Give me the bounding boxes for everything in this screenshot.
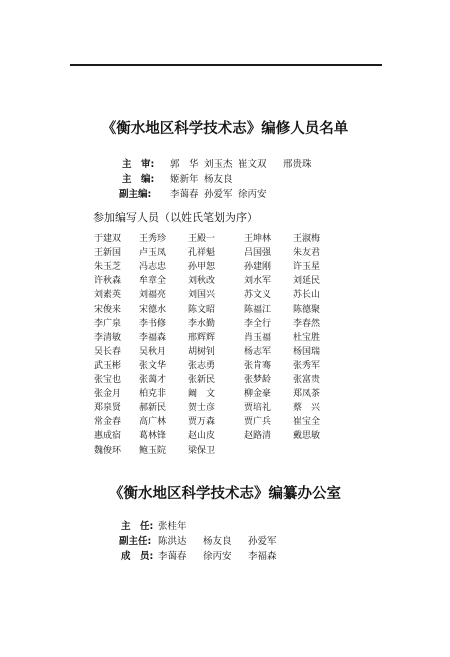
person-name: 邢贵珠 (283, 159, 312, 170)
participant-name: 肖玉福 (244, 332, 272, 343)
person-name: 姬新年 (170, 174, 199, 185)
participant-name: 许玉星 (293, 262, 321, 273)
participant-name: 郑凤茶 (293, 389, 321, 400)
participant-name: 宋俊来 (94, 304, 122, 315)
participant-name: 李水勤 (188, 318, 216, 329)
person-name: 陈洪达 (158, 536, 187, 547)
participant-name: 崔宝全 (293, 417, 321, 428)
person-name: 杨友良 (203, 536, 232, 547)
participant-name: 贺士彦 (188, 403, 216, 414)
participant-name: 高广林 (139, 417, 167, 428)
top-rule (70, 64, 382, 66)
editorial-staff-title: 《衡水地区科学技术志》编修人员名单 (101, 121, 349, 137)
person-name: 李福森 (248, 551, 277, 562)
participant-name: 胡树钊 (188, 346, 216, 357)
participant-name: 李书修 (139, 318, 167, 329)
person-name: 李蔼春 (170, 189, 199, 200)
participant-name: 孙建刚 (244, 262, 272, 273)
participant-name: 魏俊环 (94, 445, 122, 456)
role-label: 副主编: (119, 189, 152, 200)
participant-name: 吕国强 (244, 248, 272, 259)
role-label: 主 任: (121, 521, 154, 532)
participant-name: 郝新民 (139, 403, 167, 414)
person-name: 崔文双 (238, 159, 267, 170)
participant-name: 王秀珍 (139, 234, 167, 244)
participant-name: 牟章全 (139, 276, 167, 287)
person-name: 杨友良 (204, 174, 233, 185)
participant-name: 柏克非 (139, 389, 167, 400)
participant-name: 张志勇 (188, 360, 216, 371)
compilation-office-title: 《衡水地区科学技术志》编纂办公室 (109, 486, 341, 502)
participant-name: 陈福江 (244, 304, 272, 315)
role-label: 主 编: (122, 174, 155, 185)
participant-name: 李广泉 (94, 318, 122, 329)
participant-name: 贾万森 (188, 417, 216, 428)
participant-name: 李全行 (244, 318, 272, 329)
participant-name: 张蔼才 (139, 375, 167, 385)
participant-name: 赵山皮 (188, 431, 216, 442)
person-name: 徐丙安 (203, 551, 232, 562)
participant-name: 武玉彬 (94, 360, 122, 371)
person-name: 李蔼春 (158, 551, 187, 562)
participant-name: 王殿一 (188, 234, 216, 244)
participant-name: 张富贵 (293, 375, 321, 385)
participant-name: 杜宝胜 (293, 332, 321, 343)
participant-name: 贾广兵 (244, 417, 272, 428)
person-name: 张桂年 (158, 521, 187, 532)
participant-name: 杨志军 (244, 346, 272, 357)
participant-name: 刘水军 (244, 276, 272, 287)
participant-name: 赵路清 (244, 431, 272, 442)
participant-name: 刘延民 (293, 276, 321, 287)
participant-name: 于建双 (94, 234, 122, 244)
participant-name: 贾培礼 (244, 403, 272, 414)
participant-name: 许秋森 (94, 276, 122, 287)
person-name: 孙爱军 (204, 189, 233, 200)
participant-name: 朱友君 (293, 248, 321, 259)
participant-name: 张文华 (139, 360, 167, 371)
participant-name: 吴长春 (94, 346, 122, 357)
participant-name: 陈德聚 (293, 304, 321, 315)
participant-name: 张梦龄 (244, 375, 272, 385)
role-label: 主 审: (122, 159, 155, 170)
participant-name: 阚 文 (188, 389, 216, 400)
participant-name: 卢玉凤 (139, 248, 167, 259)
role-label: 成 员: (121, 551, 154, 562)
role-label: 副主任: (119, 536, 152, 547)
participant-name: 蔡 兴 (293, 403, 321, 414)
participant-name: 常金春 (94, 417, 122, 428)
person-name: 徐丙安 (238, 189, 267, 200)
participants-heading: 参加编写人员（以姓氏笔划为序） (93, 211, 258, 224)
participant-name: 吴秋月 (139, 346, 167, 357)
participant-name: 郑泉贤 (94, 403, 122, 414)
participant-name: 李福森 (139, 332, 167, 343)
person-name: 刘玉杰 (204, 159, 233, 170)
participant-name: 张宝也 (94, 375, 122, 385)
participant-name: 李清敏 (94, 332, 122, 343)
participant-name: 杨国瑞 (293, 346, 321, 357)
participant-name: 张金月 (94, 389, 122, 400)
participant-name: 刘素英 (94, 290, 122, 301)
participant-name: 王坤林 (244, 234, 272, 244)
participant-name: 朱玉芝 (94, 262, 122, 273)
participant-name: 苏文义 (244, 290, 272, 301)
participant-name: 宋德水 (139, 304, 167, 315)
participant-name: 戴思敏 (293, 431, 321, 442)
participant-name: 苏长山 (293, 290, 321, 301)
participant-name: 葛林锋 (139, 431, 167, 442)
participant-name: 冯志忠 (139, 262, 167, 273)
participant-name: 鲍玉院 (139, 445, 167, 456)
participant-name: 孙甲恕 (188, 262, 216, 273)
participant-name: 刘国兴 (188, 290, 216, 301)
participant-name: 邢辉辉 (188, 332, 216, 343)
participant-name: 张新民 (188, 375, 216, 385)
participant-name: 张肯骞 (244, 360, 272, 371)
participant-name: 刘秋改 (188, 276, 216, 287)
participant-name: 孔祥魁 (188, 248, 216, 259)
participant-name: 张秀军 (293, 360, 321, 371)
person-name: 郭 华 (170, 159, 199, 170)
participant-name: 李春然 (293, 318, 321, 329)
participant-name: 梁保卫 (188, 445, 216, 456)
participant-name: 柳金豪 (244, 389, 272, 400)
participant-name: 王淑梅 (293, 234, 321, 244)
participant-name: 王新国 (94, 248, 122, 259)
participant-name: 陈文昭 (188, 304, 216, 315)
person-name: 孙爱军 (248, 536, 277, 547)
participant-name: 惠成宿 (94, 431, 122, 442)
participant-name: 刘福亮 (139, 290, 167, 301)
